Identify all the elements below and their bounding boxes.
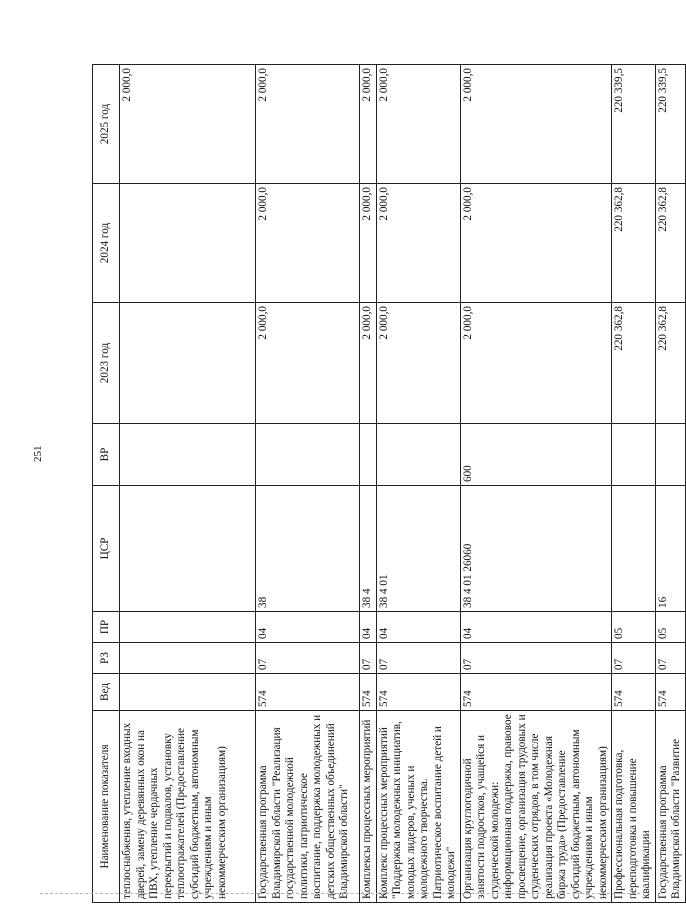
row-pr: 05	[612, 612, 656, 643]
scan-bottom-edge	[40, 893, 640, 894]
header-vr: ВР	[93, 424, 120, 486]
row-pr	[120, 612, 256, 643]
table-header-row	[93, 65, 120, 903]
budget-table-container	[92, 65, 682, 903]
row-csr: 38 4 01	[376, 486, 460, 612]
row-2023	[120, 303, 256, 424]
row-2024	[120, 184, 256, 303]
row-2024: 2 000,0	[256, 184, 360, 303]
row-2025: 220 339,5	[655, 65, 685, 184]
header-2024: 2024 год	[93, 184, 120, 303]
header-csr: ЦСР	[93, 486, 120, 612]
row-2025: 2 000,0	[360, 65, 377, 184]
row-pr: 04	[460, 612, 612, 643]
row-rz: 07	[460, 643, 612, 674]
row-csr: 38 4	[360, 486, 377, 612]
row-2025: 2 000,0	[256, 65, 360, 184]
row-2025: 2 000,0	[120, 65, 256, 184]
row-pr: 04	[376, 612, 460, 643]
row-vr	[256, 424, 360, 486]
row-2025: 2 000,0	[376, 65, 460, 184]
table-row	[256, 65, 360, 903]
row-rz: 07	[360, 643, 377, 674]
row-2023: 2 000,0	[376, 303, 460, 424]
row-name: теплоснабжения, утепление входных дверей, замену деревянных окон на ПВХ, утепление чердачных перекрытий и подвалов, установку теплоотражателей (Предоставление субсидий бюджетным, автономным учреждениям и иным некоммерческим организациям)	[120, 711, 256, 903]
header-pr: ПР	[93, 612, 120, 643]
row-ved: 574	[360, 674, 377, 711]
row-2024: 220 362,8	[655, 184, 685, 303]
row-name: Государственная программа Владимирской области "Развитие	[655, 711, 685, 903]
budget-table	[92, 64, 686, 903]
row-2023: 2 000,0	[256, 303, 360, 424]
row-2025: 2 000,0	[460, 65, 612, 184]
rotated-page-area	[92, 65, 682, 903]
row-rz: 07	[256, 643, 360, 674]
row-vr: 600	[460, 424, 612, 486]
row-vr	[612, 424, 656, 486]
row-csr: 38	[256, 486, 360, 612]
row-name: Комплекс процессных мероприятий "Поддержка молодежных инициатив, молодых лидеров, ученых и молодежного творчества. Патриотическое воспитание детей и молодежи"	[376, 711, 460, 903]
row-rz: 07	[655, 643, 685, 674]
row-csr	[612, 486, 656, 612]
row-2023: 2 000,0	[360, 303, 377, 424]
header-rz: РЗ	[93, 643, 120, 674]
table-row	[460, 65, 612, 903]
table-row	[360, 65, 377, 903]
row-2024: 220 362,8	[612, 184, 656, 303]
row-vr	[120, 424, 256, 486]
row-2024: 2 000,0	[376, 184, 460, 303]
table-row	[376, 65, 460, 903]
row-rz	[120, 643, 256, 674]
header-2023: 2023 год	[93, 303, 120, 424]
row-csr	[120, 486, 256, 612]
row-pr: 04	[360, 612, 377, 643]
row-2023: 220 362,8	[612, 303, 656, 424]
row-name: Организация круглогодичной занятости подростков, учащейся и студенческой молодежи: информационная поддержка, правовое просвещение, организация трудовых и студенческих отрядов, в том числе реализация проекта «Молодежная биржа труда» (Предоставление субсидий бюджетным, автономным учреждениям и иным некоммерческим организациям)	[460, 711, 612, 903]
row-2025: 220 339,5	[612, 65, 656, 184]
row-ved: 574	[655, 674, 685, 711]
row-name: Профессиональная подготовка, переподготовка и повышение квалификации	[612, 711, 656, 903]
row-csr: 16	[655, 486, 685, 612]
row-pr: 04	[256, 612, 360, 643]
header-ved: Вед	[93, 674, 120, 711]
row-rz: 07	[612, 643, 656, 674]
row-2024: 2 000,0	[360, 184, 377, 303]
header-2025: 2025 год	[93, 65, 120, 184]
row-ved: 574	[376, 674, 460, 711]
header-name: Наименование показателя	[93, 711, 120, 903]
row-2023: 220 362,8	[655, 303, 685, 424]
row-vr	[360, 424, 377, 486]
row-name: Комплексы процессных мероприятий	[360, 711, 377, 903]
row-rz: 07	[376, 643, 460, 674]
table-row	[655, 65, 685, 903]
row-ved: 574	[256, 674, 360, 711]
page-number: 251	[32, 445, 44, 462]
row-pr: 05	[655, 612, 685, 643]
row-vr	[376, 424, 460, 486]
row-ved: 574	[612, 674, 656, 711]
table-row	[612, 65, 656, 903]
row-name: Государственная программа Владимирской области "Реализация государственной молодежной политики, патриотическое воспитание, поддержка молодежных и детских общественных объединений Владимирской области"	[256, 711, 360, 903]
row-2023: 2 000,0	[460, 303, 612, 424]
row-csr: 38 4 01 26060	[460, 486, 612, 612]
row-ved: 574	[460, 674, 612, 711]
row-ved	[120, 674, 256, 711]
row-vr	[655, 424, 685, 486]
table-row	[120, 65, 256, 903]
row-2024: 2 000,0	[460, 184, 612, 303]
